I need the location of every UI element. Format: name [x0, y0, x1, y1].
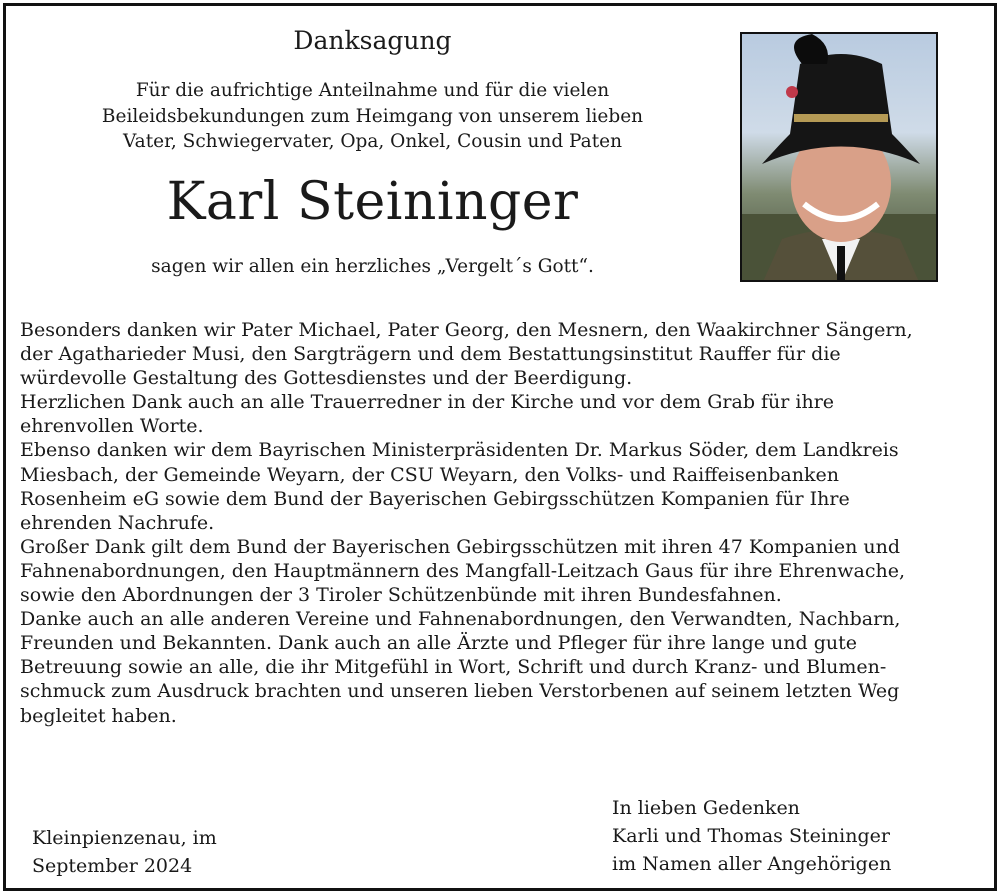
notice-title: Danksagung [293, 26, 452, 55]
body-line: Großer Dank gilt dem Bund der Bayerischen Gebirgsschützen mit ihren 47 Kompanien und [20, 535, 900, 558]
deceased-name: Karl Steininger [166, 172, 579, 232]
body-line: ehrenvollen Worte. [20, 415, 204, 438]
signature-line: In lieben Gedenken [612, 797, 800, 819]
intro-line: Für die aufrichtige Anteilnahme und für die vielen [135, 80, 610, 101]
intro-line: Vater, Schwiegervater, Opa, Onkel, Cousin und Paten [123, 131, 622, 152]
body-line: Besonders danken wir Pater Michael, Pater Georg, den Mesnern, den Waakirchner Sängern, [20, 319, 913, 341]
body-line: Danke auch an alle anderen Vereine und Fahnenabordnungen, den Verwandten, Nachbarn, [20, 608, 901, 631]
intro-line: Beileidsbekundungen zum Heimgang von unserem lieben [101, 105, 644, 127]
body-line: sowie den Abordnungen der 3 Tiroler Schützenbünde mit ihren Bundesfahnen. [20, 584, 782, 607]
signature-line: Karli und Thomas Steininger [612, 825, 890, 847]
body-line: der Agatharieder Musi, den Sargträgern und dem Bestattungsinstitut Rauffer für die [20, 343, 841, 366]
body-line: Rosenheim eG sowie dem Bund der Bayerischen Gebirgsschützen Kompanien für Ihre [20, 487, 850, 510]
body-line: Miesbach, der Gemeinde Weyarn, der CSU Weyarn, den Volks- und Raiffeisenbanken [20, 463, 839, 486]
portrait-illustration [742, 34, 938, 282]
body-line: Ebenso danken wir dem Bayrischen Ministerpräsidenten Dr. Markus Söder, dem Landkreis [20, 439, 899, 462]
place-date [32, 824, 217, 880]
body-line: schmuck zum Ausdruck brachten und unseren lieben Verstorbenen auf seinem letzten Weg [20, 680, 900, 703]
body-line: Fahnenabordnungen, den Hauptmännern des Mangfall-Leitzach Gaus für ihre Ehrenwache, [20, 559, 905, 582]
thanks-line: sagen wir allen ein herzliches „Vergelt´s Gott“. [151, 256, 594, 277]
date-line: September 2024 [32, 855, 193, 877]
signature-block [612, 794, 891, 878]
body-text [20, 318, 913, 728]
body-line: würdevolle Gestaltung des Gottesdienstes und der Beerdigung. [20, 367, 633, 390]
signature-line: im Namen aller Angehörigen [612, 853, 892, 875]
body-line: ehrenden Nachrufe. [20, 511, 215, 534]
portrait-photo [740, 32, 938, 282]
body-line: Betreuung sowie an alle, die ihr Mitgefühl in Wort, Schrift und durch Kranz- und Blumen- [20, 656, 887, 679]
place-line: Kleinpienzenau, im [32, 827, 217, 849]
intro-text [20, 78, 725, 155]
body-line: Herzlichen Dank auch an alle Trauerredner in der Kirche und vor dem Grab für ihre [20, 391, 835, 414]
body-line: Freunden und Bekannten. Dank auch an alle Ärzte und Pfleger für ihre lange und gute [20, 632, 858, 655]
body-line: begleitet haben. [20, 704, 177, 727]
